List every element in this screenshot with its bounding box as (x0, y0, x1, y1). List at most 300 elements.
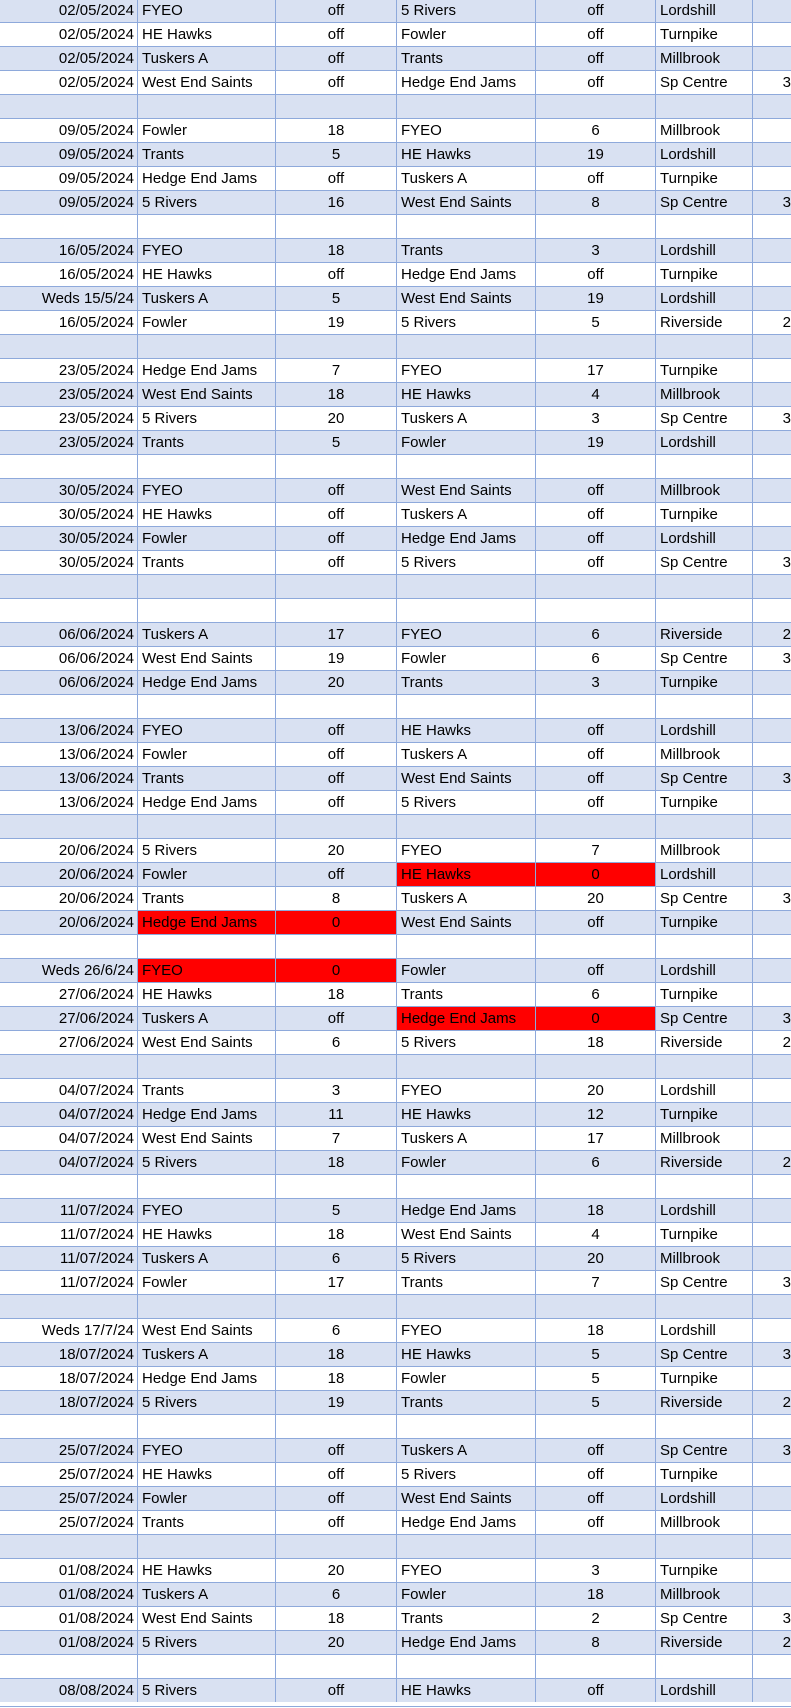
home-team-cell[interactable]: West End Saints (138, 647, 276, 670)
home-team-cell[interactable]: Trants (138, 767, 276, 790)
away-team-cell[interactable]: Tuskers A (397, 407, 536, 430)
away-team-cell[interactable]: HE Hawks (397, 1343, 536, 1366)
away-score-cell[interactable]: off (536, 959, 656, 982)
home-score-cell[interactable]: 19 (276, 311, 397, 334)
away-team-cell[interactable]: 5 Rivers (397, 1247, 536, 1270)
away-score-cell[interactable] (536, 1535, 656, 1558)
home-score-cell[interactable] (276, 695, 397, 718)
pitch-cell[interactable] (753, 503, 791, 526)
pitch-cell[interactable] (753, 1679, 791, 1702)
date-cell[interactable]: 25/07/2024 (0, 1439, 138, 1462)
pitch-cell[interactable]: 3 (782, 554, 791, 571)
date-cell[interactable]: 11/07/2024 (0, 1223, 138, 1246)
away-team-cell[interactable]: 5 Rivers (397, 1463, 536, 1486)
home-score-cell[interactable]: off (276, 263, 397, 286)
home-team-cell[interactable]: Fowler (138, 527, 276, 550)
away-score-cell[interactable] (536, 1055, 656, 1078)
away-score-cell[interactable]: off (536, 167, 656, 190)
away-team-cell[interactable]: West End Saints (397, 287, 536, 310)
venue-cell[interactable]: Lordshill (656, 431, 753, 454)
away-score-cell[interactable] (536, 335, 656, 358)
away-team-cell[interactable]: FYEO (397, 119, 536, 142)
venue-cell[interactable] (656, 455, 753, 478)
home-team-cell[interactable]: Tuskers A (138, 1007, 276, 1030)
pitch-cell[interactable] (753, 1079, 791, 1102)
home-score-cell[interactable]: 18 (276, 383, 397, 406)
away-score-cell[interactable]: 2 (536, 1607, 656, 1630)
home-team-cell[interactable] (138, 455, 276, 478)
home-team-cell[interactable]: Fowler (138, 863, 276, 886)
away-team-cell[interactable]: 5 Rivers (397, 0, 536, 22)
date-cell[interactable]: 23/05/2024 (0, 407, 138, 430)
date-cell[interactable] (0, 1535, 138, 1558)
away-score-cell[interactable]: off (536, 71, 656, 94)
venue-cell[interactable] (656, 215, 753, 238)
away-team-cell[interactable]: Fowler (397, 23, 536, 46)
away-team-cell[interactable] (397, 95, 536, 118)
venue-cell[interactable]: Lordshill (656, 1679, 753, 1702)
venue-cell[interactable]: Turnpike (656, 671, 753, 694)
venue-cell[interactable]: Lordshill (656, 1487, 753, 1510)
home-team-cell[interactable]: West End Saints (138, 1127, 276, 1150)
away-team-cell[interactable]: HE Hawks (397, 1679, 536, 1702)
away-score-cell[interactable]: 4 (536, 383, 656, 406)
date-cell[interactable]: 20/06/2024 (0, 863, 138, 886)
date-cell[interactable]: 23/05/2024 (0, 359, 138, 382)
home-score-cell[interactable]: off (276, 863, 397, 886)
home-team-cell[interactable]: HE Hawks (138, 23, 276, 46)
date-cell[interactable]: 20/06/2024 (0, 887, 138, 910)
venue-cell[interactable]: Sp Centre (656, 1343, 753, 1366)
away-score-cell[interactable]: 8 (536, 191, 656, 214)
home-score-cell[interactable] (276, 1655, 397, 1678)
home-team-cell[interactable] (138, 599, 276, 622)
home-score-cell[interactable]: 7 (276, 359, 397, 382)
pitch-cell[interactable] (753, 1055, 791, 1078)
date-cell[interactable]: 27/06/2024 (0, 1007, 138, 1030)
home-score-cell[interactable]: 18 (276, 1343, 397, 1366)
home-team-cell[interactable]: Tuskers A (138, 623, 276, 646)
away-score-cell[interactable]: 20 (536, 887, 656, 910)
away-score-cell[interactable]: off (536, 1487, 656, 1510)
date-cell[interactable] (0, 815, 138, 838)
home-score-cell[interactable]: off (276, 503, 397, 526)
home-score-cell[interactable]: 20 (276, 407, 397, 430)
pitch-cell[interactable] (753, 815, 791, 838)
away-score-cell[interactable]: 8 (536, 1631, 656, 1654)
away-score-cell[interactable]: 18 (536, 1319, 656, 1342)
home-team-cell[interactable] (138, 335, 276, 358)
date-cell[interactable]: 02/05/2024 (0, 71, 138, 94)
away-score-cell[interactable]: 12 (536, 1103, 656, 1126)
venue-cell[interactable]: Sp Centre (656, 887, 753, 910)
home-score-cell[interactable] (276, 1535, 397, 1558)
away-score-cell[interactable] (536, 815, 656, 838)
away-team-cell[interactable]: Fowler (397, 959, 536, 982)
away-score-cell[interactable]: 5 (536, 1367, 656, 1390)
away-score-cell[interactable] (536, 1175, 656, 1198)
away-team-cell[interactable]: FYEO (397, 359, 536, 382)
date-cell[interactable]: 06/06/2024 (0, 647, 138, 670)
home-team-cell[interactable]: Hedge End Jams (138, 167, 276, 190)
home-score-cell[interactable]: 6 (276, 1031, 397, 1054)
away-score-cell[interactable]: 19 (536, 287, 656, 310)
pitch-cell[interactable] (753, 0, 791, 22)
home-team-cell[interactable] (138, 1415, 276, 1438)
venue-cell[interactable] (656, 575, 753, 598)
away-team-cell[interactable] (397, 1655, 536, 1678)
away-team-cell[interactable] (397, 599, 536, 622)
away-team-cell[interactable]: Hedge End Jams (397, 1631, 536, 1654)
date-cell[interactable] (0, 455, 138, 478)
venue-cell[interactable]: Sp Centre (656, 1607, 753, 1630)
date-cell[interactable] (0, 695, 138, 718)
home-team-cell[interactable]: West End Saints (138, 71, 276, 94)
pitch-cell[interactable] (753, 1583, 791, 1606)
home-score-cell[interactable]: off (276, 23, 397, 46)
date-cell[interactable]: 25/07/2024 (0, 1463, 138, 1486)
home-score-cell[interactable]: 6 (276, 1583, 397, 1606)
date-cell[interactable]: 13/06/2024 (0, 791, 138, 814)
away-score-cell[interactable]: 17 (536, 359, 656, 382)
away-score-cell[interactable]: 18 (536, 1031, 656, 1054)
away-team-cell[interactable]: FYEO (397, 1319, 536, 1342)
home-team-cell[interactable]: Fowler (138, 1271, 276, 1294)
venue-cell[interactable]: Turnpike (656, 1367, 753, 1390)
venue-cell[interactable]: Riverside (656, 1151, 753, 1174)
away-score-cell[interactable]: 6 (536, 1151, 656, 1174)
away-team-cell[interactable] (397, 1535, 536, 1558)
away-score-cell[interactable]: 17 (536, 1127, 656, 1150)
home-score-cell[interactable]: 0 (276, 959, 397, 982)
away-team-cell[interactable]: FYEO (397, 1559, 536, 1582)
venue-cell[interactable]: Turnpike (656, 1463, 753, 1486)
home-score-cell[interactable] (276, 215, 397, 238)
pitch-cell[interactable] (753, 239, 791, 262)
home-team-cell[interactable]: Tuskers A (138, 1247, 276, 1270)
venue-cell[interactable]: Sp Centre (656, 191, 753, 214)
home-score-cell[interactable]: 7 (276, 1127, 397, 1150)
away-score-cell[interactable]: off (536, 791, 656, 814)
home-score-cell[interactable]: 20 (276, 671, 397, 694)
venue-cell[interactable]: Millbrook (656, 479, 753, 502)
home-score-cell[interactable]: 18 (276, 119, 397, 142)
away-score-cell[interactable] (536, 935, 656, 958)
venue-cell[interactable] (656, 1055, 753, 1078)
away-team-cell[interactable] (397, 1295, 536, 1318)
home-score-cell[interactable]: 8 (276, 887, 397, 910)
date-cell[interactable]: 30/05/2024 (0, 527, 138, 550)
home-team-cell[interactable] (138, 1535, 276, 1558)
pitch-cell[interactable] (753, 1247, 791, 1270)
home-score-cell[interactable]: off (276, 791, 397, 814)
date-cell[interactable]: 01/08/2024 (0, 1559, 138, 1582)
pitch-cell[interactable] (753, 959, 791, 982)
pitch-cell[interactable] (753, 215, 791, 238)
home-score-cell[interactable] (276, 935, 397, 958)
pitch-cell[interactable]: 3 (782, 194, 791, 211)
home-team-cell[interactable]: 5 Rivers (138, 191, 276, 214)
away-team-cell[interactable]: HE Hawks (397, 719, 536, 742)
date-cell[interactable]: 25/07/2024 (0, 1511, 138, 1534)
date-cell[interactable]: Weds 15/5/24 (0, 287, 138, 310)
date-cell[interactable]: 23/05/2024 (0, 383, 138, 406)
venue-cell[interactable]: Turnpike (656, 1559, 753, 1582)
home-score-cell[interactable]: off (276, 767, 397, 790)
venue-cell[interactable]: Riverside (656, 1031, 753, 1054)
venue-cell[interactable]: Turnpike (656, 23, 753, 46)
away-team-cell[interactable]: Trants (397, 239, 536, 262)
date-cell[interactable]: 18/07/2024 (0, 1343, 138, 1366)
home-team-cell[interactable]: West End Saints (138, 1319, 276, 1342)
away-score-cell[interactable]: off (536, 911, 656, 934)
venue-cell[interactable]: Lordshill (656, 1199, 753, 1222)
away-score-cell[interactable]: 19 (536, 431, 656, 454)
venue-cell[interactable]: Lordshill (656, 863, 753, 886)
home-score-cell[interactable]: 18 (276, 1607, 397, 1630)
venue-cell[interactable]: Sp Centre (656, 1439, 753, 1462)
away-score-cell[interactable]: 3 (536, 239, 656, 262)
home-team-cell[interactable]: Hedge End Jams (138, 1367, 276, 1390)
away-score-cell[interactable]: off (536, 263, 656, 286)
home-team-cell[interactable]: Hedge End Jams (138, 911, 276, 934)
away-team-cell[interactable]: Hedge End Jams (397, 71, 536, 94)
away-score-cell[interactable]: off (536, 0, 656, 22)
home-score-cell[interactable]: off (276, 47, 397, 70)
away-team-cell[interactable]: West End Saints (397, 1223, 536, 1246)
home-score-cell[interactable]: 3 (276, 1079, 397, 1102)
away-team-cell[interactable]: HE Hawks (397, 863, 536, 886)
venue-cell[interactable]: Riverside (656, 1391, 753, 1414)
away-score-cell[interactable]: off (536, 47, 656, 70)
venue-cell[interactable] (656, 815, 753, 838)
pitch-cell[interactable]: 2 (782, 1394, 791, 1411)
date-cell[interactable] (0, 335, 138, 358)
pitch-cell[interactable] (753, 263, 791, 286)
pitch-cell[interactable] (753, 935, 791, 958)
home-team-cell[interactable]: 5 Rivers (138, 1679, 276, 1702)
home-team-cell[interactable]: Hedge End Jams (138, 359, 276, 382)
venue-cell[interactable]: Turnpike (656, 503, 753, 526)
venue-cell[interactable] (656, 335, 753, 358)
pitch-cell[interactable]: 3 (782, 770, 791, 787)
away-team-cell[interactable] (397, 335, 536, 358)
date-cell[interactable] (0, 215, 138, 238)
home-score-cell[interactable]: 5 (276, 1199, 397, 1222)
away-team-cell[interactable] (397, 695, 536, 718)
home-score-cell[interactable]: off (276, 551, 397, 574)
pitch-cell[interactable]: 2 (782, 1034, 791, 1051)
away-team-cell[interactable]: Tuskers A (397, 1439, 536, 1462)
home-score-cell[interactable]: 18 (276, 1151, 397, 1174)
home-team-cell[interactable]: West End Saints (138, 1607, 276, 1630)
date-cell[interactable] (0, 599, 138, 622)
home-team-cell[interactable]: Tuskers A (138, 1583, 276, 1606)
date-cell[interactable]: 20/06/2024 (0, 911, 138, 934)
away-score-cell[interactable]: off (536, 1679, 656, 1702)
pitch-cell[interactable] (753, 1367, 791, 1390)
home-team-cell[interactable]: Fowler (138, 743, 276, 766)
away-score-cell[interactable]: 0 (536, 1007, 656, 1030)
date-cell[interactable]: 13/06/2024 (0, 767, 138, 790)
away-team-cell[interactable]: West End Saints (397, 479, 536, 502)
home-team-cell[interactable]: Trants (138, 143, 276, 166)
date-cell[interactable]: 27/06/2024 (0, 983, 138, 1006)
venue-cell[interactable]: Riverside (656, 1631, 753, 1654)
away-team-cell[interactable]: HE Hawks (397, 383, 536, 406)
date-cell[interactable]: 09/05/2024 (0, 191, 138, 214)
venue-cell[interactable] (656, 1175, 753, 1198)
away-team-cell[interactable]: Tuskers A (397, 887, 536, 910)
pitch-cell[interactable] (753, 599, 791, 622)
home-team-cell[interactable]: Tuskers A (138, 287, 276, 310)
pitch-cell[interactable]: 3 (782, 1010, 791, 1027)
date-cell[interactable] (0, 1655, 138, 1678)
away-score-cell[interactable] (536, 1415, 656, 1438)
away-team-cell[interactable]: Hedge End Jams (397, 1007, 536, 1030)
away-score-cell[interactable]: off (536, 719, 656, 742)
home-score-cell[interactable]: off (276, 71, 397, 94)
date-cell[interactable]: 27/06/2024 (0, 1031, 138, 1054)
home-score-cell[interactable]: 6 (276, 1247, 397, 1270)
pitch-cell[interactable] (753, 335, 791, 358)
date-cell[interactable]: 04/07/2024 (0, 1079, 138, 1102)
away-score-cell[interactable]: off (536, 767, 656, 790)
away-team-cell[interactable]: Trants (397, 1271, 536, 1294)
home-team-cell[interactable]: Tuskers A (138, 47, 276, 70)
venue-cell[interactable]: Sp Centre (656, 1007, 753, 1030)
pitch-cell[interactable]: 3 (782, 1346, 791, 1363)
pitch-cell[interactable] (753, 1127, 791, 1150)
home-team-cell[interactable]: FYEO (138, 0, 276, 22)
away-score-cell[interactable]: off (536, 1511, 656, 1534)
home-team-cell[interactable]: FYEO (138, 239, 276, 262)
home-score-cell[interactable]: off (276, 479, 397, 502)
away-score-cell[interactable]: 0 (536, 863, 656, 886)
date-cell[interactable]: 16/05/2024 (0, 263, 138, 286)
pitch-cell[interactable] (753, 839, 791, 862)
date-cell[interactable]: 23/05/2024 (0, 431, 138, 454)
home-team-cell[interactable]: Fowler (138, 119, 276, 142)
venue-cell[interactable]: Lordshill (656, 719, 753, 742)
pitch-cell[interactable]: 2 (782, 1634, 791, 1651)
venue-cell[interactable]: Turnpike (656, 263, 753, 286)
venue-cell[interactable]: Turnpike (656, 167, 753, 190)
date-cell[interactable] (0, 575, 138, 598)
home-team-cell[interactable]: HE Hawks (138, 1223, 276, 1246)
pitch-cell[interactable] (753, 1223, 791, 1246)
date-cell[interactable] (0, 1055, 138, 1078)
away-score-cell[interactable]: off (536, 551, 656, 574)
venue-cell[interactable]: Millbrook (656, 839, 753, 862)
date-cell[interactable]: 11/07/2024 (0, 1271, 138, 1294)
venue-cell[interactable]: Lordshill (656, 1079, 753, 1102)
home-score-cell[interactable] (276, 575, 397, 598)
pitch-cell[interactable] (753, 863, 791, 886)
away-score-cell[interactable]: 5 (536, 1343, 656, 1366)
venue-cell[interactable] (656, 1415, 753, 1438)
home-score-cell[interactable]: 5 (276, 143, 397, 166)
venue-cell[interactable]: Millbrook (656, 47, 753, 70)
home-score-cell[interactable]: off (276, 719, 397, 742)
away-team-cell[interactable]: Fowler (397, 1367, 536, 1390)
home-score-cell[interactable]: 19 (276, 1391, 397, 1414)
venue-cell[interactable]: Millbrook (656, 1127, 753, 1150)
date-cell[interactable]: 30/05/2024 (0, 551, 138, 574)
home-score-cell[interactable] (276, 1055, 397, 1078)
venue-cell[interactable]: Turnpike (656, 1223, 753, 1246)
pitch-cell[interactable]: 2 (782, 626, 791, 643)
pitch-cell[interactable] (753, 1175, 791, 1198)
date-cell[interactable]: 25/07/2024 (0, 1487, 138, 1510)
home-score-cell[interactable]: off (276, 1487, 397, 1510)
home-team-cell[interactable]: HE Hawks (138, 263, 276, 286)
pitch-cell[interactable]: 3 (782, 650, 791, 667)
home-team-cell[interactable]: West End Saints (138, 1031, 276, 1054)
away-score-cell[interactable]: 7 (536, 1271, 656, 1294)
home-score-cell[interactable]: off (276, 743, 397, 766)
home-team-cell[interactable]: Hedge End Jams (138, 671, 276, 694)
pitch-cell[interactable] (753, 1199, 791, 1222)
date-cell[interactable] (0, 1295, 138, 1318)
date-cell[interactable] (0, 1415, 138, 1438)
home-score-cell[interactable] (276, 95, 397, 118)
venue-cell[interactable]: Turnpike (656, 359, 753, 382)
venue-cell[interactable]: Sp Centre (656, 71, 753, 94)
home-score-cell[interactable] (276, 455, 397, 478)
venue-cell[interactable]: Millbrook (656, 1583, 753, 1606)
away-score-cell[interactable]: 18 (536, 1199, 656, 1222)
away-team-cell[interactable]: Fowler (397, 1583, 536, 1606)
home-team-cell[interactable] (138, 815, 276, 838)
home-score-cell[interactable]: 17 (276, 1271, 397, 1294)
home-team-cell[interactable]: Hedge End Jams (138, 791, 276, 814)
home-team-cell[interactable]: HE Hawks (138, 983, 276, 1006)
date-cell[interactable]: 18/07/2024 (0, 1367, 138, 1390)
away-score-cell[interactable] (536, 1655, 656, 1678)
away-team-cell[interactable]: Tuskers A (397, 743, 536, 766)
away-score-cell[interactable]: off (536, 503, 656, 526)
away-score-cell[interactable]: 20 (536, 1247, 656, 1270)
venue-cell[interactable]: Sp Centre (656, 551, 753, 574)
away-team-cell[interactable]: 5 Rivers (397, 551, 536, 574)
pitch-cell[interactable] (753, 431, 791, 454)
away-team-cell[interactable]: Trants (397, 1391, 536, 1414)
pitch-cell[interactable] (753, 143, 791, 166)
date-cell[interactable]: 01/08/2024 (0, 1607, 138, 1630)
home-score-cell[interactable] (276, 335, 397, 358)
venue-cell[interactable]: Millbrook (656, 1247, 753, 1270)
date-cell[interactable]: Weds 26/6/24 (0, 959, 138, 982)
home-team-cell[interactable] (138, 1175, 276, 1198)
home-team-cell[interactable]: Fowler (138, 1487, 276, 1510)
away-team-cell[interactable]: Trants (397, 1607, 536, 1630)
pitch-cell[interactable] (753, 791, 791, 814)
away-team-cell[interactable]: Fowler (397, 1151, 536, 1174)
pitch-cell[interactable] (753, 23, 791, 46)
home-team-cell[interactable]: Trants (138, 1511, 276, 1534)
home-score-cell[interactable]: off (276, 1511, 397, 1534)
venue-cell[interactable]: Sp Centre (656, 1271, 753, 1294)
date-cell[interactable]: 01/08/2024 (0, 1631, 138, 1654)
away-team-cell[interactable]: Tuskers A (397, 503, 536, 526)
pitch-cell[interactable] (753, 1487, 791, 1510)
pitch-cell[interactable] (753, 1535, 791, 1558)
home-score-cell[interactable]: off (276, 527, 397, 550)
venue-cell[interactable] (656, 95, 753, 118)
away-score-cell[interactable]: off (536, 743, 656, 766)
pitch-cell[interactable] (753, 1415, 791, 1438)
